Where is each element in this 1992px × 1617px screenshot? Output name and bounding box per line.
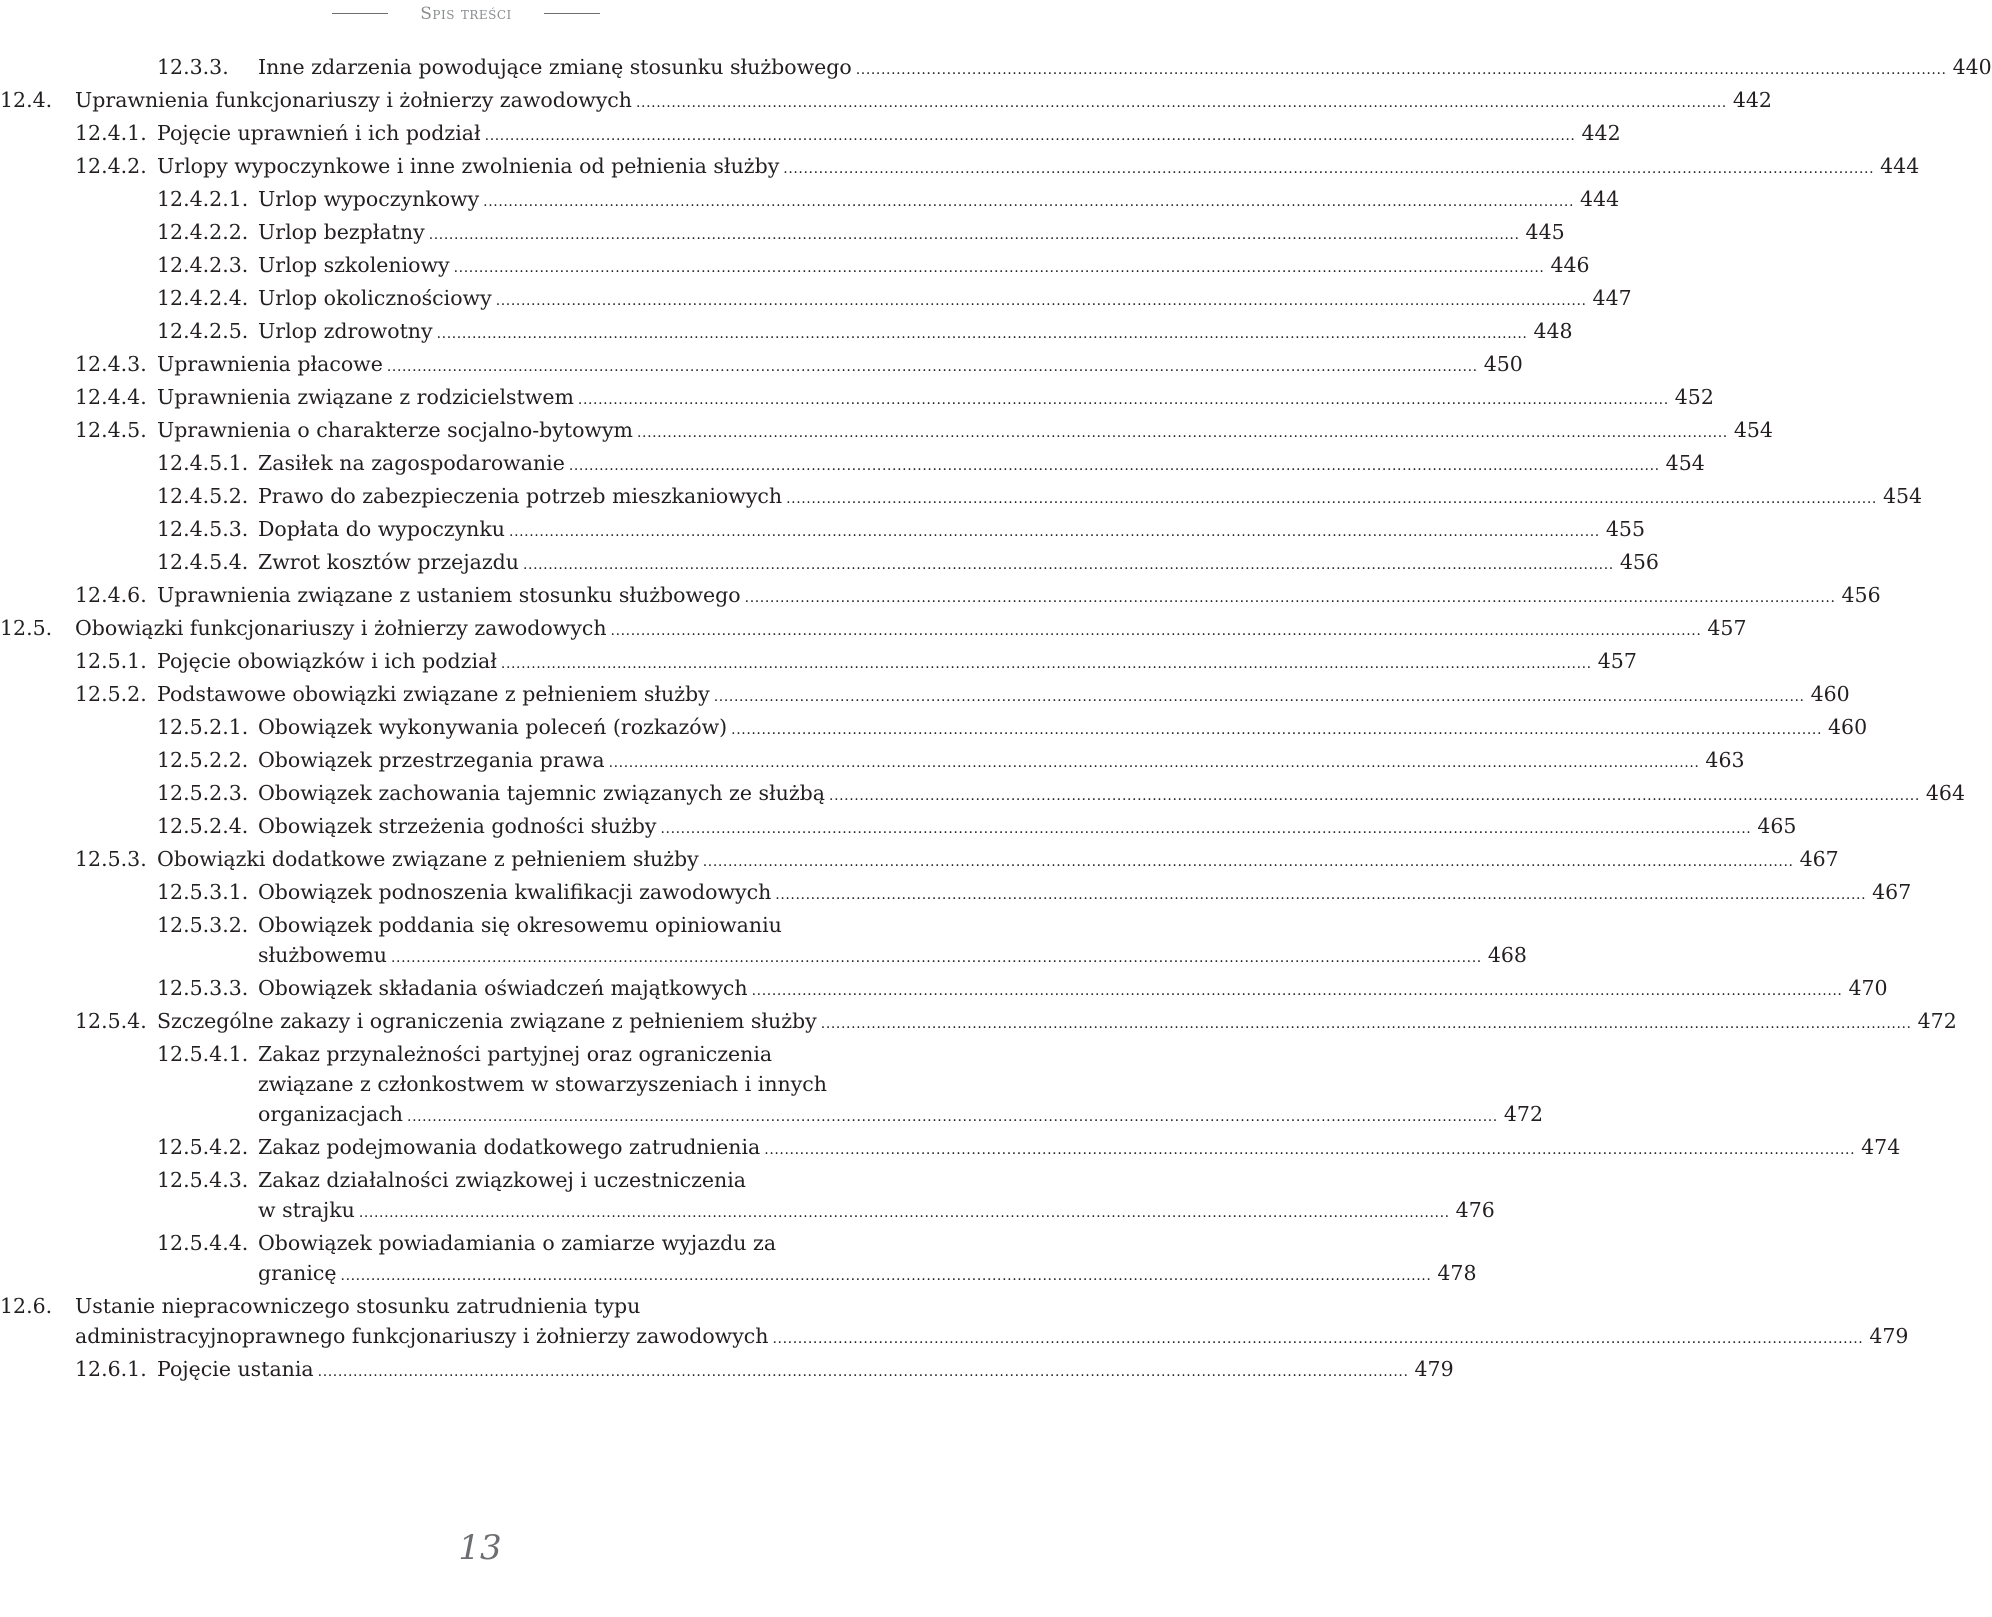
toc-entry-title-line: Urlop bezpłatny	[258, 220, 425, 244]
toc-entry-page: 448	[1533, 319, 1573, 343]
toc-entry-title-line: organizacjach	[258, 1102, 404, 1126]
dot-leader	[387, 352, 1478, 382]
toc-entry	[0, 481, 1923, 514]
dot-leader	[318, 1357, 1409, 1387]
toc-entry-number: 12.5.3.3.	[157, 976, 249, 1000]
toc-entry-title-line: Urlop szkoleniowy	[258, 253, 450, 277]
toc-entry	[0, 1132, 1901, 1165]
toc-entry-title-line: Obowiązek zachowania tajemnic związanych ze służbą	[258, 781, 826, 805]
dot-leader	[745, 583, 1836, 613]
toc-entry-number: 12.4.2.3.	[157, 253, 249, 277]
toc-entry-page: 467	[1872, 880, 1912, 904]
toc-entry-page: 442	[1581, 121, 1621, 145]
dot-leader	[829, 781, 1920, 811]
dot-leader	[660, 814, 1751, 844]
toc-entry-number: 12.4.5.3.	[157, 517, 249, 541]
toc-entry-number: 12.4.6.	[75, 583, 147, 607]
toc-entry	[0, 778, 1966, 811]
toc-entry	[0, 217, 1565, 250]
toc-entry-title-line: Zwrot kosztów przejazdu	[258, 550, 519, 574]
toc-entry-title-line: granicę	[258, 1261, 337, 1285]
toc-entry-title-line: Obowiązki dodatkowe związane z pełnieniem służby	[157, 847, 699, 871]
toc-entry-page: 468	[1487, 943, 1527, 967]
toc-entry-title-line: Obowiązki funkcjonariuszy i żołnierzy zawodowych	[75, 616, 607, 640]
toc-entry-number: 12.4.5.1.	[157, 451, 249, 475]
toc-entry-title-line: Zakaz podejmowania dodatkowego zatrudnienia	[258, 1135, 761, 1159]
dot-leader	[775, 880, 1866, 910]
toc-entry-title-line: Ustanie niepracowniczego stosunku zatrudnienia typu	[75, 1294, 641, 1318]
toc-entry-page: 479	[1414, 1357, 1454, 1381]
dot-leader	[609, 748, 1700, 778]
toc-entry	[0, 1006, 1957, 1039]
dot-leader	[359, 1198, 1450, 1228]
dot-leader	[611, 616, 1702, 646]
toc-entry-page: 445	[1525, 220, 1565, 244]
toc-entry-number: 12.5.	[0, 616, 53, 640]
toc-entry	[0, 844, 1839, 877]
toc-entry-page: 474	[1861, 1135, 1901, 1159]
toc-entry-page: 457	[1707, 616, 1747, 640]
table-of-contents	[0, 52, 1992, 1387]
toc-entry-page: 467	[1799, 847, 1839, 871]
dot-leader	[714, 682, 1805, 712]
running-header	[0, 0, 960, 30]
toc-entry	[0, 349, 1523, 382]
toc-entry	[0, 745, 1745, 778]
toc-entry-title-line: Zakaz przynależności partyjnej oraz ograniczenia	[258, 1042, 773, 1066]
dot-leader	[752, 976, 1843, 1006]
toc-entry-title-line: Urlop wypoczynkowy	[258, 187, 480, 211]
toc-entry-title-line: Prawo do zabezpieczenia potrzeb mieszkaniowych	[258, 484, 783, 508]
toc-entry-number: 12.4.3.	[75, 352, 147, 376]
toc-entry-page: 454	[1665, 451, 1705, 475]
toc-entry-page: 455	[1605, 517, 1645, 541]
toc-entry-number: 12.4.5.4.	[157, 550, 249, 574]
dot-leader	[496, 286, 1587, 316]
toc-entry-page: 444	[1880, 154, 1920, 178]
toc-entry-page: 440	[1952, 55, 1992, 79]
toc-entry-title-line: Obowiązek wykonywania poleceń (rozkazów)	[258, 715, 728, 739]
toc-entry-number: 12.4.4.	[75, 385, 147, 409]
toc-entry	[0, 712, 1868, 745]
toc-entry	[0, 382, 1714, 415]
toc-entry-title-line: Zakaz działalności związkowej i uczestniczenia	[258, 1168, 747, 1192]
toc-entry-page: 444	[1580, 187, 1620, 211]
toc-entry-title-line: Urlop zdrowotny	[258, 319, 433, 343]
dot-leader	[407, 1102, 1498, 1132]
toc-entry-page: 479	[1869, 1324, 1909, 1348]
toc-entry-title-line: Obowiązek poddania się okresowemu opiniowaniu	[258, 913, 782, 937]
dot-leader	[783, 154, 1874, 184]
toc-entry	[0, 52, 1992, 85]
toc-entry	[0, 118, 1621, 151]
dot-leader	[437, 319, 1528, 349]
toc-entry-number: 12.5.2.1.	[157, 715, 249, 739]
toc-entry-page: 456	[1619, 550, 1659, 574]
header-rule-left	[332, 13, 388, 14]
toc-entry-number: 12.6.1.	[75, 1357, 147, 1381]
toc-entry-number: 12.5.4.2.	[157, 1135, 249, 1159]
dot-leader	[483, 187, 1574, 217]
toc-entry-title-line: Uprawnienia płacowe	[157, 352, 383, 376]
toc-entry-number: 12.5.3.2.	[157, 913, 249, 937]
toc-entry	[0, 1354, 1454, 1387]
toc-entry-number: 12.5.2.3.	[157, 781, 249, 805]
toc-entry-number: 12.5.2.	[75, 682, 147, 706]
toc-entry	[0, 514, 1645, 547]
toc-entry-page: 476	[1455, 1198, 1495, 1222]
dot-leader	[429, 220, 1520, 250]
toc-entry	[0, 316, 1573, 349]
dot-leader	[636, 88, 1727, 118]
toc-entry-title-line: Inne zdarzenia powodujące zmianę stosunku służbowego	[258, 55, 852, 79]
toc-entry-number: 12.4.	[0, 88, 53, 112]
toc-entry	[0, 250, 1590, 283]
toc-entry-title-line: Urlopy wypoczynkowe i inne zwolnienia od pełnienia służby	[157, 154, 780, 178]
dot-leader	[501, 649, 1592, 679]
toc-entry-page: 457	[1597, 649, 1637, 673]
toc-entry-page: 472	[1503, 1102, 1543, 1126]
toc-entry-number: 12.5.4.1.	[157, 1042, 249, 1066]
toc-entry-title-line: Urlop okolicznościowy	[258, 286, 492, 310]
toc-entry-number: 12.5.1.	[75, 649, 147, 673]
header-rule-right	[544, 13, 600, 14]
toc-entry-title-line: w strajku	[258, 1198, 355, 1222]
toc-entry-number: 12.4.5.	[75, 418, 147, 442]
toc-entry	[0, 415, 1773, 448]
toc-entry-title-line: Podstawowe obowiązki związane z pełnieniem służby	[157, 682, 710, 706]
toc-entry-title-line: Uprawnienia związane z rodzicielstwem	[157, 385, 574, 409]
toc-entry	[0, 1228, 1477, 1291]
toc-entry-number: 12.4.2.4.	[157, 286, 249, 310]
toc-entry-page: 454	[1733, 418, 1773, 442]
dot-leader	[703, 847, 1794, 877]
toc-entry-page: 478	[1437, 1261, 1477, 1285]
toc-entry-title-line: Obowiązek podnoszenia kwalifikacji zawodowych	[258, 880, 772, 904]
toc-entry-page: 447	[1592, 286, 1632, 310]
toc-entry-page: 460	[1810, 682, 1850, 706]
dot-leader	[341, 1261, 1432, 1291]
toc-entry-title-line: Pojęcie uprawnień i ich podział	[157, 121, 481, 145]
toc-entry	[0, 679, 1850, 712]
toc-entry	[0, 646, 1637, 679]
toc-entry-title-line: Uprawnienia funkcjonariuszy i żołnierzy zawodowych	[75, 88, 632, 112]
toc-entry-title-line: Obowiązek strzeżenia godności służby	[258, 814, 657, 838]
dot-leader	[821, 1009, 1912, 1039]
toc-entry-title-line: administracyjnoprawnego funkcjonariuszy i żołnierzy zawodowych	[75, 1324, 769, 1348]
toc-entry-page: 463	[1705, 748, 1745, 772]
dot-leader	[509, 517, 1600, 547]
toc-entry	[0, 184, 1620, 217]
toc-entry-number: 12.3.3.	[157, 55, 229, 79]
toc-entry-title-line: Uprawnienia związane z ustaniem stosunku służbowego	[157, 583, 741, 607]
toc-entry	[0, 448, 1705, 481]
toc-entry-title-line: służbowemu	[258, 943, 387, 967]
dot-leader	[773, 1324, 1864, 1354]
dot-leader	[485, 121, 1576, 151]
dot-leader	[578, 385, 1669, 415]
toc-entry-number: 12.5.2.4.	[157, 814, 249, 838]
toc-entry-number: 12.5.4.	[75, 1009, 147, 1033]
toc-entry-title-line: Obowiązek przestrzegania prawa	[258, 748, 605, 772]
toc-entry-number: 12.4.2.	[75, 154, 147, 178]
toc-entry-number: 12.4.2.2.	[157, 220, 249, 244]
toc-entry-page: 454	[1882, 484, 1923, 508]
toc-entry-page: 460	[1828, 715, 1868, 739]
toc-entry-title-line: związane z członkostwem w stowarzyszeniach i innych	[258, 1072, 827, 1096]
toc-entry	[0, 1291, 1909, 1354]
toc-entry-number: 12.5.3.1.	[157, 880, 249, 904]
dot-leader	[391, 943, 1482, 973]
toc-entry-page: 442	[1732, 88, 1772, 112]
toc-entry	[0, 85, 1772, 118]
page-number: 13	[458, 1528, 502, 1568]
toc-entry-number: 12.4.2.1.	[157, 187, 249, 211]
dot-leader	[764, 1135, 1855, 1165]
toc-entry-number: 12.5.4.4.	[157, 1231, 249, 1255]
toc-entry-number: 12.5.2.2.	[157, 748, 249, 772]
running-title: Spis treści	[420, 4, 512, 24]
toc-entry	[0, 910, 1527, 973]
dot-leader	[786, 484, 1877, 514]
toc-entry-title-line: Obowiązek powiadamiania o zamiarze wyjazdu za	[258, 1231, 777, 1255]
toc-entry-page: 446	[1550, 253, 1590, 277]
dot-leader	[569, 451, 1660, 481]
toc-entry-title-line: Szczególne zakazy i ograniczenia związane z pełnieniem służby	[157, 1009, 817, 1033]
toc-entry	[0, 580, 1881, 613]
toc-entry-number: 12.6.	[0, 1294, 53, 1318]
toc-entry	[0, 1039, 1543, 1132]
toc-entry-page: 450	[1483, 352, 1523, 376]
toc-entry-title-line: Uprawnienia o charakterze socjalno-bytowym	[157, 418, 633, 442]
toc-entry-number: 12.5.4.3.	[157, 1168, 249, 1192]
toc-entry	[0, 973, 1888, 1006]
toc-entry	[0, 151, 1920, 184]
toc-entry-page: 472	[1917, 1009, 1957, 1033]
toc-entry	[0, 1165, 1495, 1228]
dot-leader	[454, 253, 1545, 283]
toc-entry-title-line: Pojęcie obowiązków i ich podział	[157, 649, 497, 673]
toc-entry	[0, 613, 1747, 646]
toc-entry-number: 12.4.1.	[75, 121, 147, 145]
toc-entry-title-line: Dopłata do wypoczynku	[258, 517, 506, 541]
toc-entry-number: 12.5.3.	[75, 847, 147, 871]
toc-entry-title-line: Obowiązek składania oświadczeń majątkowych	[258, 976, 748, 1000]
dot-leader	[523, 550, 1614, 580]
toc-entry-number: 12.4.5.2.	[157, 484, 249, 508]
toc-entry-page: 464	[1925, 781, 1966, 805]
toc-entry-number: 12.4.2.5.	[157, 319, 249, 343]
dot-leader	[731, 715, 1822, 745]
toc-entry-page: 465	[1757, 814, 1797, 838]
toc-entry	[0, 877, 1912, 910]
toc-entry-page: 452	[1674, 385, 1714, 409]
toc-entry	[0, 283, 1632, 316]
dot-leader	[637, 418, 1728, 448]
toc-entry-title-line: Pojęcie ustania	[157, 1357, 314, 1381]
toc-entry	[0, 547, 1659, 580]
toc-entry-page: 456	[1841, 583, 1881, 607]
toc-entry-title-line: Zasiłek na zagospodarowanie	[258, 451, 565, 475]
dot-leader	[856, 55, 1947, 85]
toc-entry-page: 470	[1848, 976, 1888, 1000]
toc-entry	[0, 811, 1797, 844]
